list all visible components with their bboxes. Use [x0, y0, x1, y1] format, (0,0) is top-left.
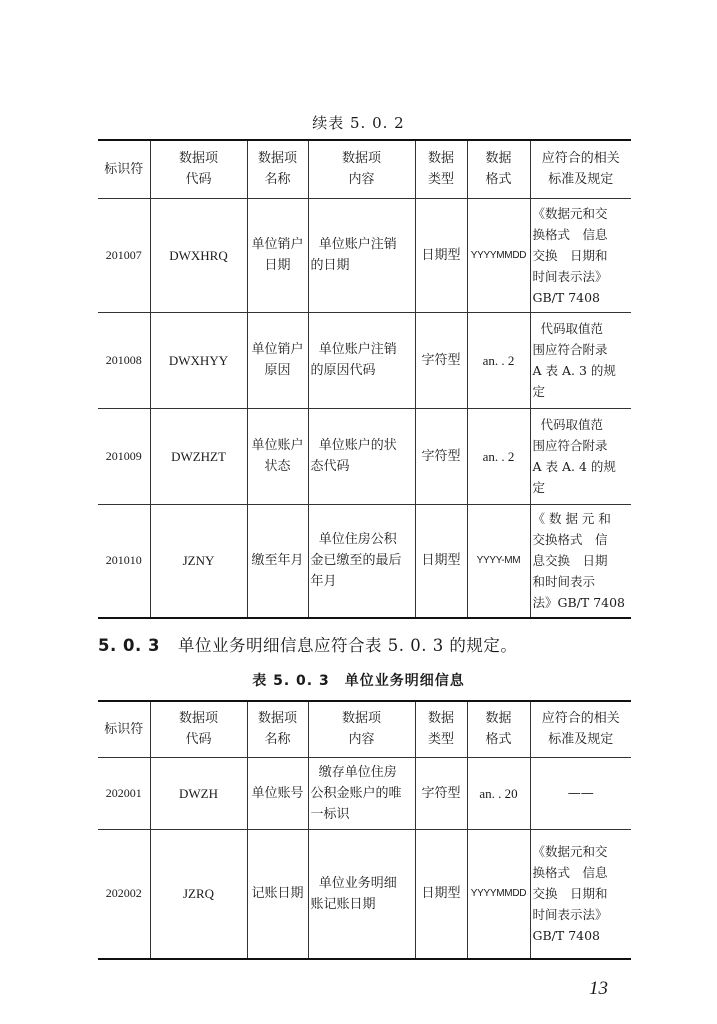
cell-format: YYYYMMDD: [467, 829, 530, 959]
cell-type: 日期型: [415, 504, 467, 618]
cell-standard: 《 数 据 元 和 交换格式 信 息交换 日期 和时间表示 法》GB/T 7408: [530, 504, 631, 618]
cell-content: 单位住房公积 金已缴至的最后 年月: [308, 504, 415, 618]
cell-type: 字符型: [415, 312, 467, 408]
cell-code: DWZHZT: [150, 408, 247, 504]
header-standard: 应符合的相关 标准及规定: [530, 701, 631, 757]
cell-name: 单位账户 状态: [247, 408, 308, 504]
header-content: 数据项 内容: [308, 140, 415, 198]
header-name: 数据项 名称: [247, 140, 308, 198]
cell-type: 日期型: [415, 198, 467, 312]
header-format: 数据 格式: [467, 701, 530, 757]
cell-code: DWXHRQ: [150, 198, 247, 312]
cell-content: 单位业务明细 账记账日期: [308, 829, 415, 959]
cell-id: 201010: [98, 504, 150, 618]
cell-format: an. . 20: [467, 757, 530, 829]
cell-name: 记账日期: [247, 829, 308, 959]
cell-id: 201008: [98, 312, 150, 408]
table-row: [98, 829, 631, 959]
cell-format: YYYYMMDD: [467, 198, 530, 312]
section-text: 单位业务明细信息应符合表 5. 0. 3 的规定。: [177, 636, 518, 655]
cell-format: an. . 2: [467, 312, 530, 408]
cell-code: JZRQ: [150, 829, 247, 959]
header-standard: 应符合的相关 标准及规定: [530, 140, 631, 198]
cell-type: 字符型: [415, 408, 467, 504]
cell-content: 单位账户注销 的原因代码: [308, 312, 415, 408]
cell-standard: 《数据元和交 换格式 信息 交换 日期和 时间表示法》 GB/T 7408: [530, 829, 631, 959]
header-code: 数据项 代码: [150, 140, 247, 198]
cell-content: 缴存单位住房 公积金账户的唯 一标识: [308, 757, 415, 829]
header-content: 数据项 内容: [308, 701, 415, 757]
table-row: [98, 757, 631, 829]
table1-caption: 续表 5. 0. 2: [312, 114, 405, 132]
section-number: 5. 0. 3: [98, 636, 160, 655]
section-5-0-3: [98, 632, 517, 656]
header-type: 数据 类型: [415, 701, 467, 757]
cell-id: 201009: [98, 408, 150, 504]
table2-header-row: [98, 701, 631, 757]
cell-type: 日期型: [415, 829, 467, 959]
table1-header-row: [98, 140, 631, 198]
cell-name: 缴至年月: [247, 504, 308, 618]
cell-content: 单位账户的状 态代码: [308, 408, 415, 504]
cell-id: 201007: [98, 198, 150, 312]
cell-standard: ——: [530, 757, 631, 829]
cell-format: YYYY-MM: [467, 504, 530, 618]
cell-code: JZNY: [150, 504, 247, 618]
cell-id: 202002: [98, 829, 150, 959]
cell-id: 202001: [98, 757, 150, 829]
cell-name: 单位销户 日期: [247, 198, 308, 312]
cell-format: an. . 2: [467, 408, 530, 504]
header-code: 数据项 代码: [150, 701, 247, 757]
cell-content: 单位账户注销 的日期: [308, 198, 415, 312]
table-row: [98, 312, 631, 408]
header-type: 数据 类型: [415, 140, 467, 198]
table-5-0-3: [98, 700, 631, 960]
header-name: 数据项 名称: [247, 701, 308, 757]
table-row: [98, 198, 631, 312]
cell-name: 单位销户 原因: [247, 312, 308, 408]
cell-name: 单位账号: [247, 757, 308, 829]
page-number: 13: [589, 978, 608, 999]
cell-standard: 《数据元和交 换格式 信息 交换 日期和 时间表示法》 GB/T 7408: [530, 198, 631, 312]
header-id: 标识符: [98, 701, 150, 757]
table2-caption: 表 5. 0. 3 单位业务明细信息: [252, 673, 465, 689]
cell-type: 字符型: [415, 757, 467, 829]
cell-standard: 代码取值范 围应符合附录 A 表 A. 3 的规 定: [530, 312, 631, 408]
cell-standard: 代码取值范 围应符合附录 A 表 A. 4 的规 定: [530, 408, 631, 504]
header-id: 标识符: [98, 140, 150, 198]
table-row: [98, 408, 631, 504]
cell-code: DWXHYY: [150, 312, 247, 408]
table-5-0-2-continued: [98, 139, 631, 619]
header-format: 数据 格式: [467, 140, 530, 198]
cell-code: DWZH: [150, 757, 247, 829]
table-row: [98, 504, 631, 618]
